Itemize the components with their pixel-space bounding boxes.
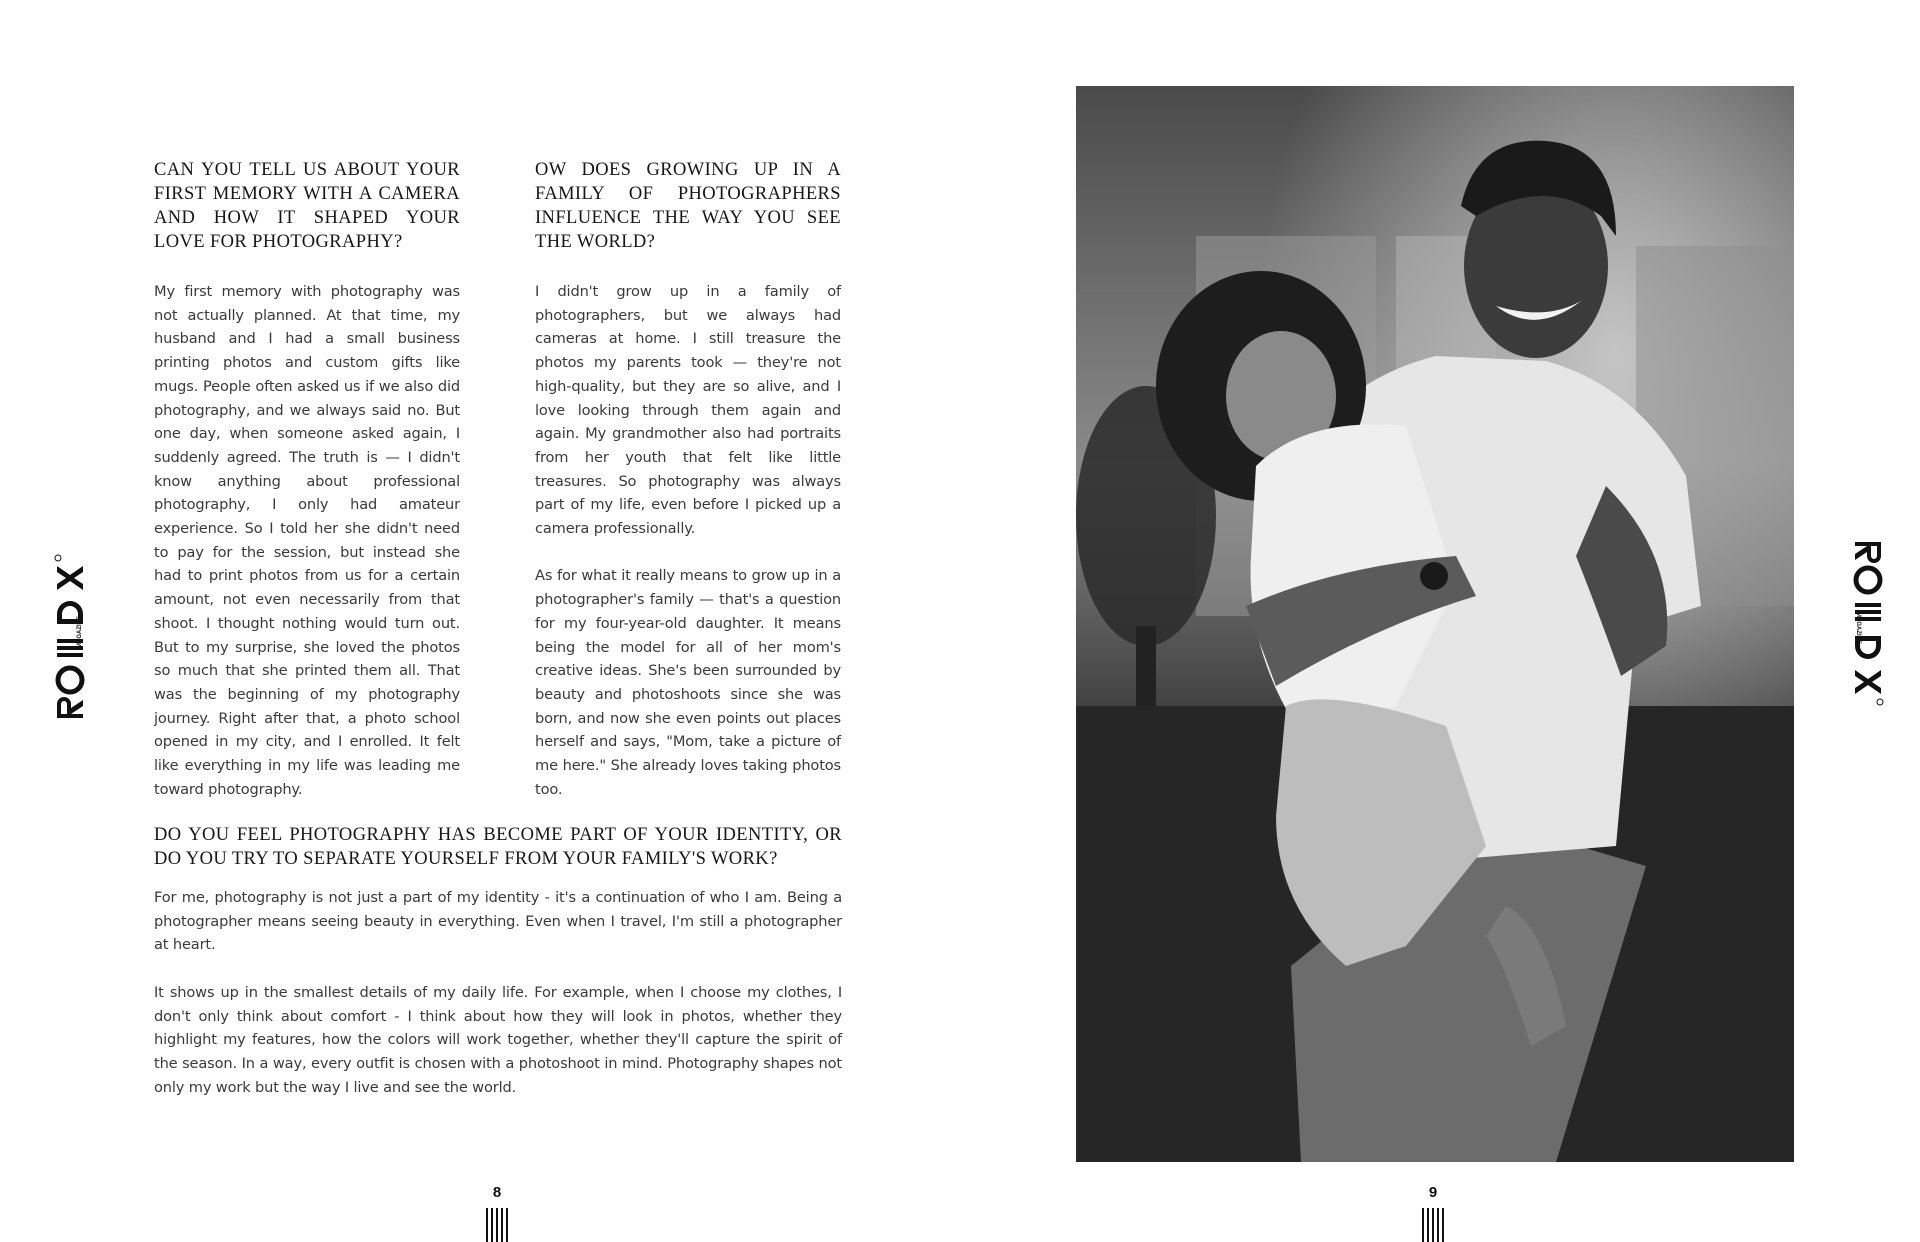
question-3-answer [154,886,842,1099]
roidx-logo-right [1848,530,1888,730]
answer-paragraph: My first memory with photography was not actually planned. At that time, my husband and I had a small business printing photos and custom gifts like mugs. People often asked us if we also did photography, and we always said no. But one day, when someone asked again, I suddenly agreed. The truth is — I didn't know anything about professional photography, I only had amateur experience. So I told her she didn't need to pay for the session, but instead she had to print photos from us for a certain amount, not even necessarily from that shoot. I thought nothing would turn out. But to my surprise, she loved the photos so much that she printed them all. That was the beginning of my photography journey. Right after that, a photo school opened in my city, and I enrolled. It felt like everything in my life was leading me toward photography. [154,283,460,798]
question-2-answer [535,280,841,801]
barcode-icon [486,1208,508,1242]
answer-paragraph: As for what it really means to grow up in a photographer's family — that's a question for my four-year-old daughter. It means being the model for all of her mom's creative ideas. She's been surrounded by beauty and photoshoots since she was born, and now she even points out places herself and says, "Mom, take a picture of me here." She already loves taking photos too. [535,567,841,798]
page-number-right [1413,1184,1453,1242]
question-3-heading: DO YOU FEEL PHOTOGRAPHY HAS BECOME PART OF YOUR IDENTITY, OR DO YOU TRY TO SEPARATE YOURSELF FROM YOUR FAMILY'S WORK? [154,825,842,869]
question-2-heading: OW DOES GROWING UP IN A FAMILY OF PHOTOGRAPHERS INFLUENCE THE WAY YOU SEE THE WORLD? [535,160,841,252]
question-1-answer [154,280,460,801]
answer-paragraph: It shows up in the smallest details of my daily life. For example, when I choose my clothes, I don't only think about comfort - I think about how they will look in photos, whether they highlight my features, how the colors will work together, whether they'll capture the spirit of the season. In a way, every outfit is chosen with a photoshoot in mind. Photography shapes not only my work but the way I live and see the world. [154,983,842,1096]
answer-paragraph: For me, photography is not just a part of my identity - it's a continuation of who I am. Being a photographer means seeing beauty in everything. Even when I travel, I'm still a photographer at heart. [154,889,842,954]
question-1-heading: CAN YOU TELL US ABOUT YOUR FIRST MEMORY WITH A CAMERA AND HOW IT SHAPED YOUR LOVE FOR PHOTOGRAPHY? [154,160,460,252]
svg-text:MAGAZINE: MAGAZINE [77,616,83,648]
page-number-text: 8 [492,1184,502,1201]
page-number-left [477,1184,517,1242]
answer-paragraph: I didn't grow up in a family of photographers, but we always had cameras at home. I still treasure the photos my parents took — they're not high-quality, but they are so alive, and I love looking through them again and again. My grandmother also had portraits from her youth that felt like little treasures. So photography was always part of my life, even before I picked up a camera professionally. [535,283,841,538]
portrait-photo [1076,86,1794,1162]
svg-text:MAGAZINE: MAGAZINE [1855,612,1861,644]
roidx-logo-left [50,530,90,730]
barcode-icon [1422,1208,1444,1242]
page-number-text: 9 [1428,1184,1438,1201]
